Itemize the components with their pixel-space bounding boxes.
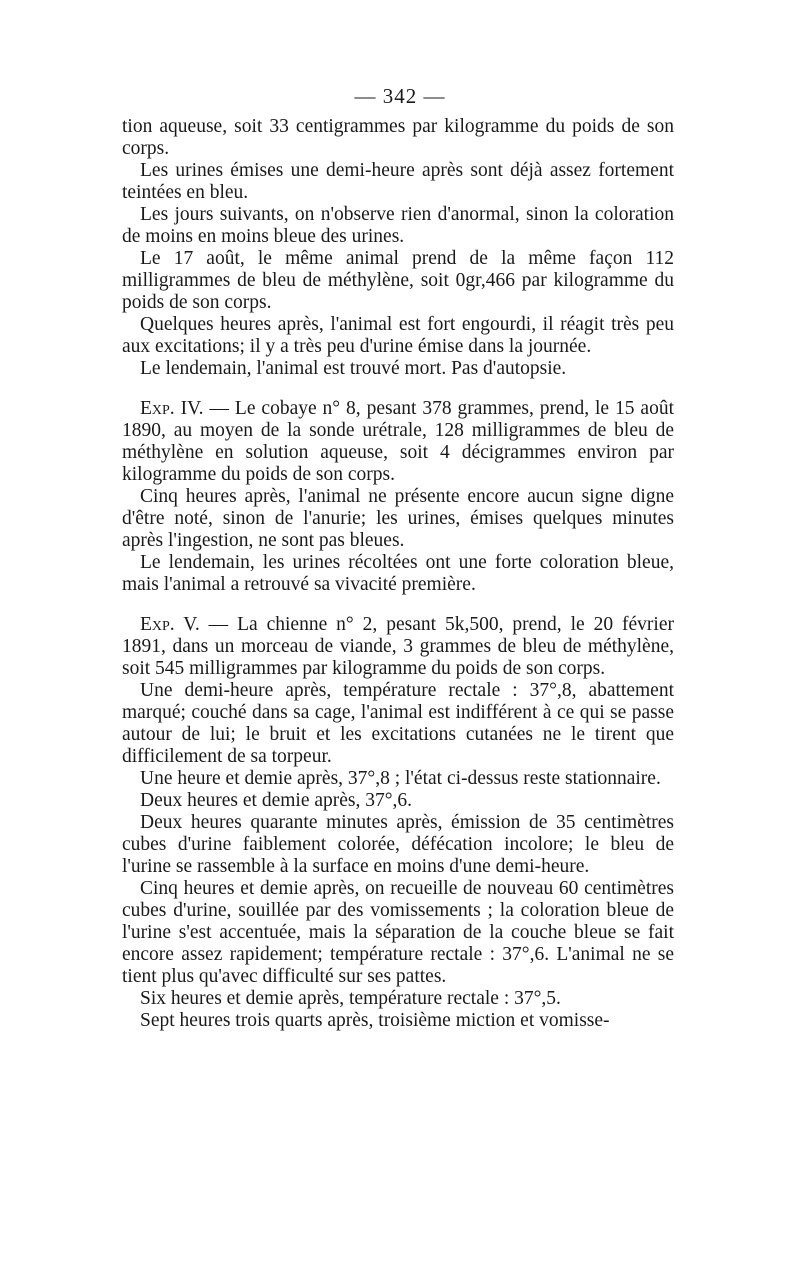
paragraph: Une demi-heure après, température rectale : 37°,8, abattement marqué; couché dans sa cage, l'animal est indifférent à ce qui se passe autour de lui; le bruit et les excitations cutanées ne le tirent que difficilement de sa torpeur. xyxy=(122,680,674,767)
experiment-paragraph xyxy=(122,398,674,486)
paragraph: Les urines émises une demi-heure après sont déjà assez fortement teintées en bleu. xyxy=(122,160,674,203)
paragraph: Deux heures quarante minutes après, émission de 35 centimètres cubes d'urine faiblement colorée, défécation incolore; le bleu de l'urine se rassemble à la surface en moins d'une demi-heure. xyxy=(122,812,674,877)
paragraph: tion aqueuse, soit 33 centigrammes par kilogramme du poids de son corps. xyxy=(122,116,674,159)
paragraph: Le 17 août, le même animal prend de la même façon 112 milligrammes de bleu de méthylène, soit 0gr,466 par kilogramme du poids de son corps. xyxy=(122,248,674,313)
experiment-label: Exp. IV. xyxy=(140,398,204,419)
experiment-text: — Le cobaye n° 8, pesant 378 grammes, prend, le 15 août 1890, au moyen de la sonde urétrale, 128 milligrammes de bleu de méthylène en solution aqueuse, soit 4 décigrammes environ par kilogramme du poids de son corps. xyxy=(122,398,675,485)
paragraph: Les jours suivants, on n'observe rien d'anormal, sinon la coloration de moins en moins bleue des urines. xyxy=(122,204,674,247)
paragraph: Le lendemain, les urines récoltées ont une forte coloration bleue, mais l'animal a retrouvé sa vivacité première. xyxy=(122,552,674,595)
experiment-paragraph xyxy=(122,614,674,680)
paragraph: Sept heures trois quarts après, troisième miction et vomisse- xyxy=(140,1010,610,1031)
experiment-text: — La chienne n° 2, pesant 5k,500, prend, le 20 février 1891, dans un morceau de viande, 3 grammes de bleu de méthylène, soit 545 milligrammes par kilogramme du poids de son corps. xyxy=(122,614,674,679)
experiment-label: Exp. V. xyxy=(140,614,200,635)
paragraph: Six heures et demie après, température rectale : 37°,5. xyxy=(140,988,561,1009)
paragraph: Cinq heures et demie après, on recueille de nouveau 60 centimètres cubes d'urine, souillée par des vomissements ; la coloration bleue de l'urine s'est accentuée, mais la séparation de la couche bleue se fait encore assez rapidement; température rectale : 37°,6. L'animal ne se tient plus qu'avec difficulté sur ses pattes. xyxy=(122,878,674,987)
page-number: — 342 — xyxy=(354,84,446,108)
paragraph: Le lendemain, l'animal est trouvé mort. Pas d'autopsie. xyxy=(140,358,567,379)
paragraph: Quelques heures après, l'animal est fort engourdi, il réagit très peu aux excitations; il y a très peu d'urine émise dans la journée. xyxy=(122,314,674,357)
paragraph: Cinq heures après, l'animal ne présente encore aucun signe digne d'être noté, sinon de l'anurie; les urines, émises quelques minutes après l'ingestion, ne sont pas bleues. xyxy=(122,486,674,551)
paragraph: Deux heures et demie après, 37°,6. xyxy=(140,790,413,811)
paragraph: Une heure et demie après, 37°,8 ; l'état ci-dessus reste stationnaire. xyxy=(140,768,661,789)
body-text xyxy=(122,116,674,1032)
